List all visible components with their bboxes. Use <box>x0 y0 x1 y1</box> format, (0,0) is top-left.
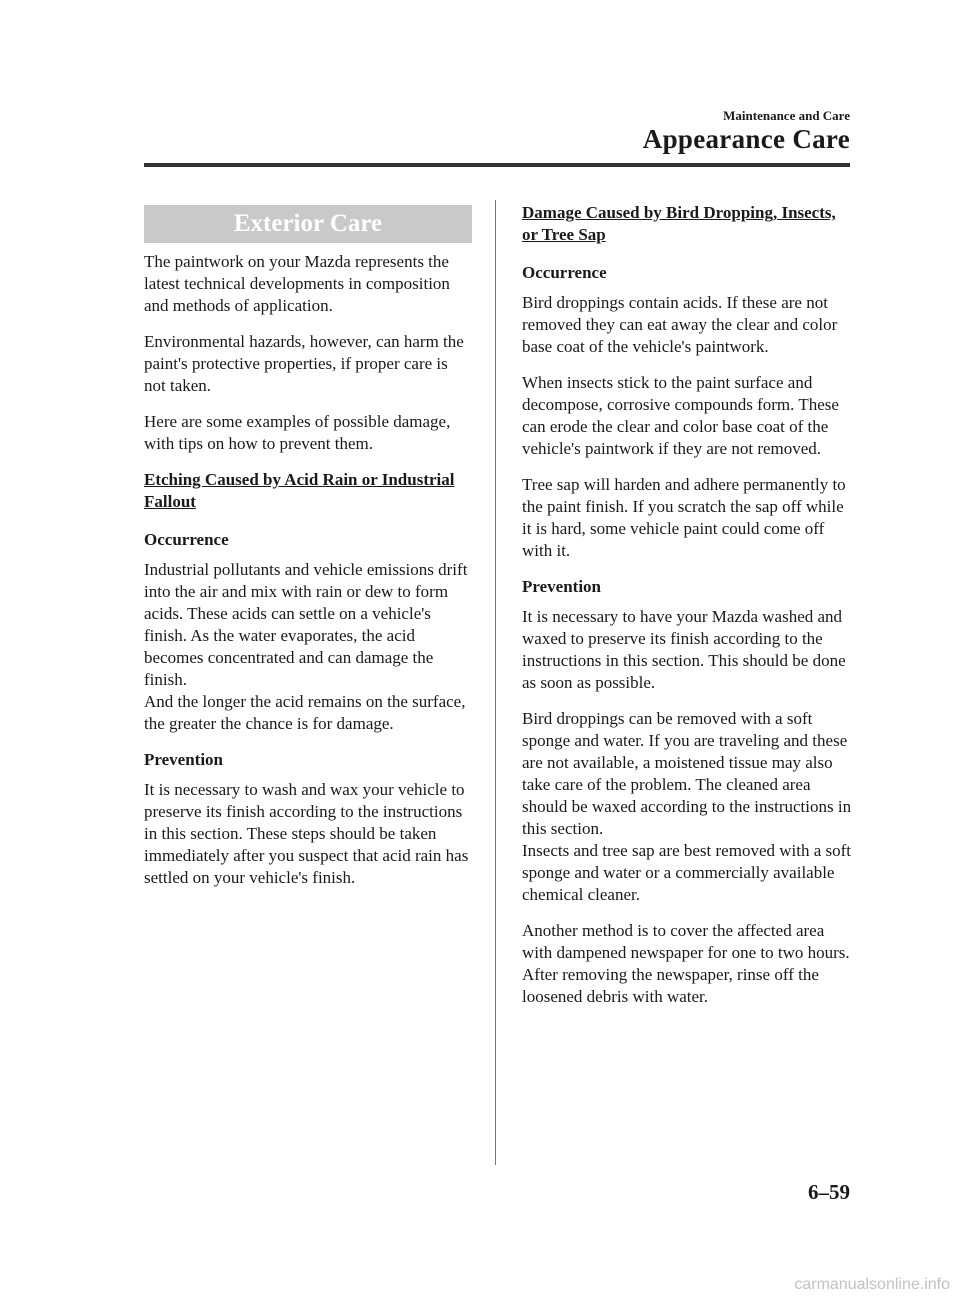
intro-paragraph: The paintwork on your Mazda represents the latest technical developments in composition and methods of application. <box>144 252 450 315</box>
prevention-label: Prevention <box>144 750 224 769</box>
occurrence-text-continued: And the longer the acid remains on the surface, the greater the chance is for damage. <box>144 692 466 733</box>
occurrence-paragraph: Tree sap will harden and adhere permanently to the paint finish. If you scratch the sap off while it is hard, some vehicle paint could come off with it. <box>522 475 846 560</box>
prevention-text: It is necessary to wash and wax your vehicle to preserve its finish according to the instructions in this section. These steps should be taken immediately after you suspect that acid rain has settled on your vehicle's finish. <box>144 780 469 887</box>
intro-paragraph: Here are some examples of possible damage, with tips on how to prevent them. <box>144 412 451 453</box>
acid-rain-subheading: Etching Caused by Acid Rain or Industrial Fallout <box>144 470 455 511</box>
watermark-link[interactable]: carmanualsonline.info <box>794 1276 950 1293</box>
prevention-paragraph-continued: Insects and tree sap are best removed with a soft sponge and water or a commercially available chemical cleaner. <box>522 841 852 904</box>
occurrence-paragraph: Bird droppings contain acids. If these are not removed they can eat away the clear and color base coat of the vehicle's paintwork. <box>522 293 838 356</box>
left-column <box>144 205 472 903</box>
prevention-paragraph: It is necessary to have your Mazda washed and waxed to preserve its finish according to the instructions in this section. This should be done as soon as possible. <box>522 607 846 692</box>
exterior-care-banner: Exterior Care <box>144 205 472 243</box>
prevention-paragraph: Bird droppings can be removed with a soft sponge and water. If you are traveling and these are not available, a moistened tissue may also take care of the problem. The cleaned area should be waxed according to the instructions in this section. <box>522 709 852 838</box>
section-label: Maintenance and Care <box>723 108 850 123</box>
column-divider <box>495 200 496 1165</box>
occurrence-label: Occurrence <box>144 530 229 549</box>
right-column <box>522 205 852 1022</box>
intro-paragraph: Environmental hazards, however, can harm the paint's protective properties, if proper care is not taken. <box>144 332 464 395</box>
occurrence-paragraph: When insects stick to the paint surface and decompose, corrosive compounds form. These can erode the clear and color base coat of the vehicle's paintwork if they are not removed. <box>522 373 839 458</box>
header-rule <box>144 163 850 167</box>
prevention-label: Prevention <box>522 577 602 596</box>
prevention-paragraph: Another method is to cover the affected area with dampened newspaper for one to two hours. After removing the newspaper, rinse off the loosened debris with water. <box>522 921 850 1006</box>
bird-dropping-subheading: Damage Caused by Bird Dropping, Insects, or Tree Sap <box>522 203 836 244</box>
occurrence-label: Occurrence <box>522 263 607 282</box>
page-number: 6–59 <box>808 1180 850 1204</box>
occurrence-text: Industrial pollutants and vehicle emissions drift into the air and mix with rain or dew to form acids. These acids can settle on a vehicle's finish. As the water evaporates, the acid becomes concentrated and can damage the finish. <box>144 560 468 689</box>
page-title: Appearance Care <box>642 124 850 154</box>
